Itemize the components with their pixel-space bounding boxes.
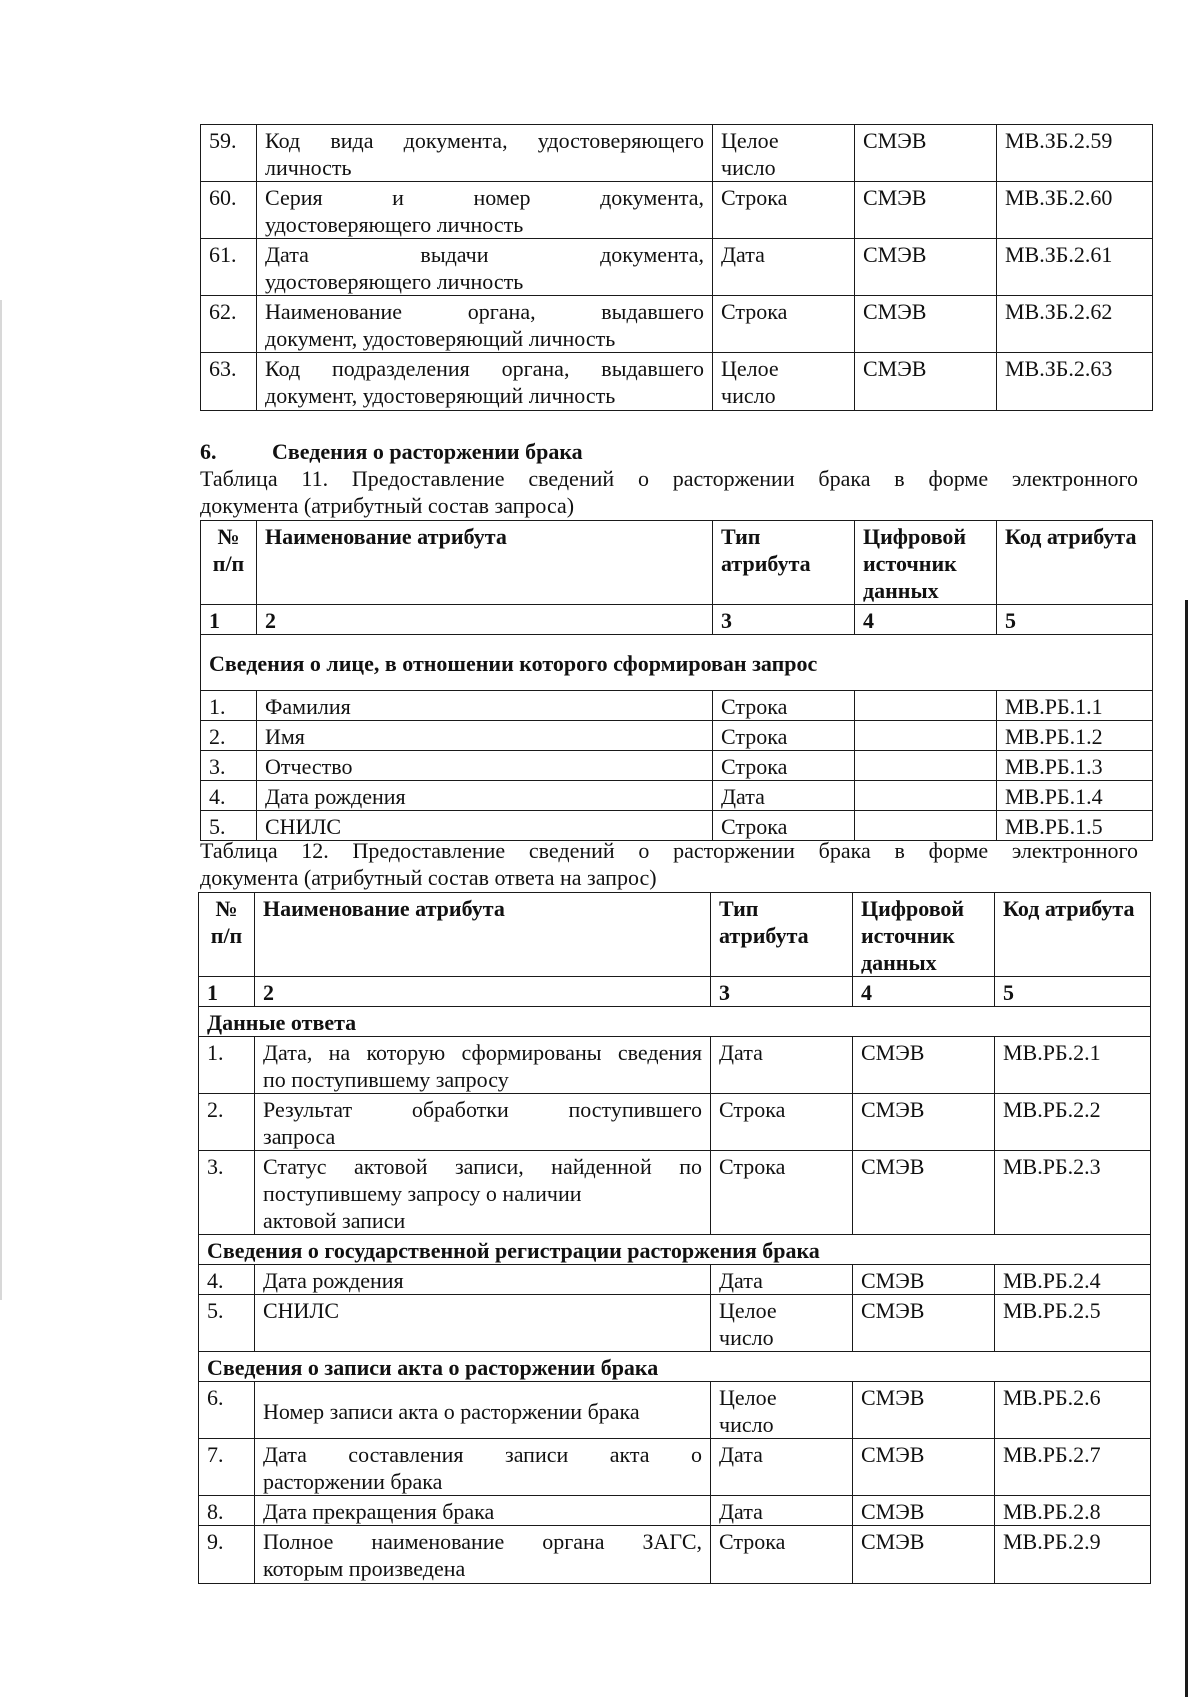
header-name: Наименование атрибута xyxy=(255,893,711,977)
header-number: № п/п xyxy=(201,521,257,605)
table-12 xyxy=(198,892,1151,1584)
row-number: 60. xyxy=(201,182,257,239)
attribute-name: Серия и номер документа, удостоверяющего личность xyxy=(257,182,713,239)
section-label: Сведения о записи акта о расторжении брака xyxy=(199,1352,1151,1382)
table-row xyxy=(199,1151,1151,1235)
attribute-name: Дата рождения xyxy=(257,781,713,811)
header-type: Тип атрибута xyxy=(711,893,853,977)
attribute-name: Полное наименование органа ЗАГС, которым произведена xyxy=(255,1526,711,1584)
row-number: 4. xyxy=(199,1265,255,1295)
section-row xyxy=(199,1007,1151,1037)
attribute-name: Результат обработки поступившего запроса xyxy=(255,1094,711,1151)
header-source: Цифровой источник данных xyxy=(853,893,995,977)
attribute-type: Целое число xyxy=(713,125,855,182)
attribute-code: МВ.РБ.1.1 xyxy=(997,691,1153,721)
table-row xyxy=(199,1265,1151,1295)
data-source: СМЭВ xyxy=(853,1037,995,1094)
attribute-name: Код вида документа, удостоверяющего личность xyxy=(257,125,713,182)
section-title: Сведения о расторжении брака xyxy=(272,439,583,464)
header-name: Наименование атрибута xyxy=(257,521,713,605)
row-number: 1. xyxy=(201,691,257,721)
table-11-caption: Таблица 11. Предоставление сведений о расторжении брака в форме электронного документа (атрибутный состав запроса) xyxy=(200,466,1138,518)
data-source xyxy=(855,721,997,751)
data-source xyxy=(855,781,997,811)
attribute-type: Строка xyxy=(713,691,855,721)
attribute-code: МВ.ЗБ.2.61 xyxy=(997,239,1153,296)
column-index: 3 xyxy=(711,977,853,1007)
row-number: 63. xyxy=(201,353,257,411)
attribute-name: Дата, на которую сформированы сведения по поступившему запросу xyxy=(255,1037,711,1094)
row-number: 3. xyxy=(199,1151,255,1235)
data-source: СМЭВ xyxy=(853,1295,995,1352)
table-row xyxy=(201,751,1153,781)
attribute-code: МВ.ЗБ.2.62 xyxy=(997,296,1153,353)
table-row xyxy=(199,1439,1151,1496)
attribute-code: МВ.ЗБ.2.63 xyxy=(997,353,1153,411)
attribute-type: Строка xyxy=(711,1094,853,1151)
table-row xyxy=(199,1526,1151,1584)
attribute-type: Целое число xyxy=(711,1295,853,1352)
row-number: 9. xyxy=(199,1526,255,1584)
table-row xyxy=(199,1037,1151,1094)
attribute-code: МВ.РБ.2.8 xyxy=(995,1496,1151,1526)
section-row xyxy=(199,1352,1151,1382)
data-source: СМЭВ xyxy=(855,182,997,239)
attribute-name: Наименование органа, выдавшего документ, удостоверяющий личность xyxy=(257,296,713,353)
attribute-code: МВ.РБ.2.6 xyxy=(995,1382,1151,1439)
column-index-row xyxy=(201,605,1153,635)
attribute-type: Дата xyxy=(713,781,855,811)
attribute-name: Фамилия xyxy=(257,691,713,721)
data-source: СМЭВ xyxy=(853,1526,995,1584)
column-index-row xyxy=(199,977,1151,1007)
row-number: 61. xyxy=(201,239,257,296)
data-source: СМЭВ xyxy=(853,1265,995,1295)
attribute-code: МВ.РБ.2.7 xyxy=(995,1439,1151,1496)
table-row xyxy=(199,1382,1151,1439)
table-continuation xyxy=(200,124,1153,411)
table-row xyxy=(201,811,1153,841)
attribute-code: МВ.РБ.2.3 xyxy=(995,1151,1151,1235)
row-number: 59. xyxy=(201,125,257,182)
row-number: 7. xyxy=(199,1439,255,1496)
attribute-type: Строка xyxy=(713,296,855,353)
table-11 xyxy=(200,520,1153,841)
data-source xyxy=(855,811,997,841)
row-number: 62. xyxy=(201,296,257,353)
attribute-code: МВ.РБ.2.1 xyxy=(995,1037,1151,1094)
table-row xyxy=(201,239,1153,296)
attribute-type: Дата xyxy=(711,1037,853,1094)
attribute-type: Строка xyxy=(713,811,855,841)
table-row xyxy=(199,1295,1151,1352)
column-index: 3 xyxy=(713,605,855,635)
table-row xyxy=(201,721,1153,751)
attribute-type: Целое число xyxy=(713,353,855,411)
header-type: Тип атрибута xyxy=(713,521,855,605)
section-number: 6. xyxy=(200,439,217,464)
attribute-type: Дата xyxy=(713,239,855,296)
table-row xyxy=(201,781,1153,811)
attribute-name: Номер записи акта о расторжении брака xyxy=(255,1382,711,1439)
data-source: СМЭВ xyxy=(855,125,997,182)
column-index: 1 xyxy=(201,605,257,635)
data-source xyxy=(855,691,997,721)
attribute-code: МВ.ЗБ.2.59 xyxy=(997,125,1153,182)
attribute-code: МВ.РБ.2.9 xyxy=(995,1526,1151,1584)
attribute-name: Код подразделения органа, выдавшего документ, удостоверяющий личность xyxy=(257,353,713,411)
attribute-type: Строка xyxy=(713,751,855,781)
attribute-name: СНИЛС xyxy=(255,1295,711,1352)
attribute-type: Строка xyxy=(713,182,855,239)
section-row xyxy=(199,1235,1151,1265)
table-row xyxy=(199,1496,1151,1526)
section-label: Сведения о лице, в отношении которого сформирован запрос xyxy=(201,635,1153,691)
attribute-code: МВ.РБ.1.5 xyxy=(997,811,1153,841)
header-source: Цифровой источник данных xyxy=(855,521,997,605)
row-number: 4. xyxy=(201,781,257,811)
attribute-code: МВ.РБ.1.4 xyxy=(997,781,1153,811)
section-label: Данные ответа xyxy=(199,1007,1151,1037)
table-row xyxy=(201,125,1153,182)
table-row xyxy=(199,1094,1151,1151)
table-row xyxy=(201,296,1153,353)
column-index: 4 xyxy=(853,977,995,1007)
column-index: 2 xyxy=(255,977,711,1007)
row-number: 2. xyxy=(201,721,257,751)
section-row xyxy=(201,635,1153,691)
attribute-type: Строка xyxy=(711,1151,853,1235)
attribute-type: Дата xyxy=(711,1439,853,1496)
column-index: 5 xyxy=(995,977,1151,1007)
table-row xyxy=(201,691,1153,721)
attribute-code: МВ.РБ.2.2 xyxy=(995,1094,1151,1151)
data-source: СМЭВ xyxy=(855,296,997,353)
attribute-name: СНИЛС xyxy=(257,811,713,841)
attribute-name: Дата составления записи акта о расторжении брака xyxy=(255,1439,711,1496)
attribute-code: МВ.ЗБ.2.60 xyxy=(997,182,1153,239)
attribute-type: Строка xyxy=(713,721,855,751)
attribute-type: Строка xyxy=(711,1526,853,1584)
column-index: 5 xyxy=(997,605,1153,635)
attribute-name: Дата прекращения брака xyxy=(255,1496,711,1526)
attribute-type: Дата xyxy=(711,1496,853,1526)
data-source: СМЭВ xyxy=(855,239,997,296)
attribute-code: МВ.РБ.1.2 xyxy=(997,721,1153,751)
attribute-type: Целое число xyxy=(711,1382,853,1439)
column-index: 4 xyxy=(855,605,997,635)
data-source: СМЭВ xyxy=(853,1496,995,1526)
header-code: Код атрибута xyxy=(997,521,1153,605)
row-number: 8. xyxy=(199,1496,255,1526)
data-source: СМЭВ xyxy=(855,353,997,411)
attribute-code: МВ.РБ.2.4 xyxy=(995,1265,1151,1295)
column-index: 1 xyxy=(199,977,255,1007)
scan-edge-left xyxy=(0,300,2,1300)
attribute-code: МВ.РБ.2.5 xyxy=(995,1295,1151,1352)
data-source xyxy=(855,751,997,781)
attribute-code: МВ.РБ.1.3 xyxy=(997,751,1153,781)
data-source: СМЭВ xyxy=(853,1094,995,1151)
row-number: 5. xyxy=(201,811,257,841)
data-source: СМЭВ xyxy=(853,1439,995,1496)
row-number: 2. xyxy=(199,1094,255,1151)
section-label: Сведения о государственной регистрации расторжения брака xyxy=(199,1235,1151,1265)
section-heading xyxy=(200,438,583,465)
row-number: 5. xyxy=(199,1295,255,1352)
header-number: № п/п xyxy=(199,893,255,977)
attribute-type: Дата xyxy=(711,1265,853,1295)
table-header-row xyxy=(201,521,1153,605)
table-row xyxy=(201,182,1153,239)
table-12-caption: Таблица 12. Предоставление сведений о расторжении брака в форме электронного документа (атрибутный состав ответа на запрос) xyxy=(200,838,1138,890)
attribute-name: Статус актовой записи, найденной по поступившему запросу о наличии актовой записи xyxy=(255,1151,711,1235)
attribute-name: Отчество xyxy=(257,751,713,781)
scan-edge-right xyxy=(1185,600,1188,1697)
header-code: Код атрибута xyxy=(995,893,1151,977)
table-row xyxy=(201,353,1153,411)
row-number: 3. xyxy=(201,751,257,781)
attribute-name: Дата рождения xyxy=(255,1265,711,1295)
row-number: 1. xyxy=(199,1037,255,1094)
column-index: 2 xyxy=(257,605,713,635)
attribute-name: Имя xyxy=(257,721,713,751)
table-header-row xyxy=(199,893,1151,977)
attribute-name: Дата выдачи документа, удостоверяющего личность xyxy=(257,239,713,296)
row-number: 6. xyxy=(199,1382,255,1439)
data-source: СМЭВ xyxy=(853,1382,995,1439)
data-source: СМЭВ xyxy=(853,1151,995,1235)
